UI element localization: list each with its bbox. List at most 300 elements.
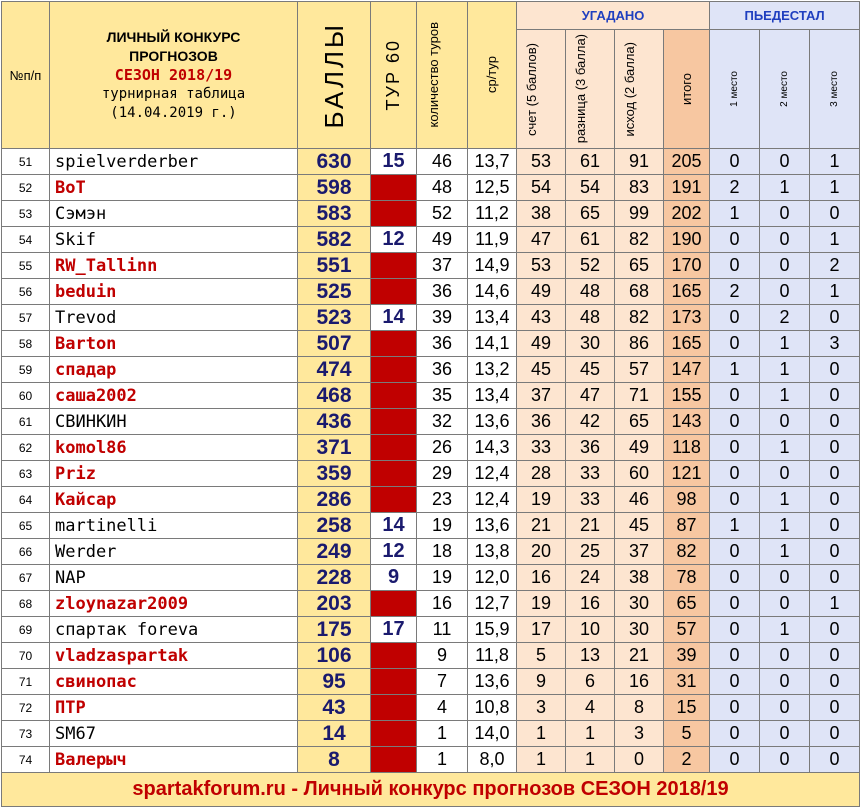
guessed-total-cell: 143	[664, 409, 710, 435]
second-place-cell: 0	[760, 695, 810, 721]
table-row	[2, 331, 860, 357]
guessed-total-cell: 118	[664, 435, 710, 461]
participant-name: beduin	[50, 279, 298, 305]
guessed-total-cell: 155	[664, 383, 710, 409]
row-number: 68	[2, 591, 50, 617]
avg-per-tour-cell: 13,2	[468, 357, 517, 383]
second-place-cell: 1	[760, 617, 810, 643]
outcome-cell: 99	[615, 201, 664, 227]
row-number: 53	[2, 201, 50, 227]
col-header-number: №п/п	[2, 2, 50, 149]
standings-table	[1, 1, 860, 807]
outcome-cell: 30	[615, 591, 664, 617]
participant-name: Валерыч	[50, 747, 298, 773]
participant-name: Priz	[50, 461, 298, 487]
round-score-cell: 14	[371, 305, 417, 331]
table-title	[50, 2, 298, 149]
goal-diff-cell: 16	[566, 591, 615, 617]
first-place-cell: 0	[710, 149, 760, 175]
points-cell: 203	[298, 591, 371, 617]
goal-diff-cell: 6	[566, 669, 615, 695]
exact-score-cell: 36	[517, 409, 566, 435]
avg-per-tour-cell: 12,0	[468, 565, 517, 591]
table-row	[2, 669, 860, 695]
exact-score-cell: 38	[517, 201, 566, 227]
participant-name: zloynazar2009	[50, 591, 298, 617]
tours-count-cell: 16	[417, 591, 468, 617]
row-number: 72	[2, 695, 50, 721]
round-score-cell: 12	[371, 227, 417, 253]
participant-name: vladzaspartak	[50, 643, 298, 669]
table-subtitle: турнирная таблица	[101, 85, 246, 102]
outcome-cell: 37	[615, 539, 664, 565]
participant-name: спартак foreva	[50, 617, 298, 643]
outcome-cell: 65	[615, 253, 664, 279]
third-place-cell: 0	[810, 565, 860, 591]
third-place-cell: 0	[810, 357, 860, 383]
participant-name: СВИНКИН	[50, 409, 298, 435]
guessed-total-cell: 191	[664, 175, 710, 201]
row-number: 57	[2, 305, 50, 331]
guessed-total-cell: 170	[664, 253, 710, 279]
points-cell: 598	[298, 175, 371, 201]
second-place-cell: 0	[760, 721, 810, 747]
col-header-round: ТУР 60	[371, 2, 417, 149]
round-score-cell	[371, 695, 417, 721]
participant-name: свинопас	[50, 669, 298, 695]
col-header-points: БАЛЛЫ	[298, 2, 371, 149]
outcome-cell: 8	[615, 695, 664, 721]
avg-per-tour-cell: 13,8	[468, 539, 517, 565]
first-place-cell: 0	[710, 331, 760, 357]
tours-count-cell: 52	[417, 201, 468, 227]
tours-count-cell: 36	[417, 357, 468, 383]
avg-per-tour-cell: 14,9	[468, 253, 517, 279]
third-place-cell: 3	[810, 331, 860, 357]
tours-count-cell: 35	[417, 383, 468, 409]
outcome-cell: 46	[615, 487, 664, 513]
third-place-cell: 0	[810, 409, 860, 435]
exact-score-cell: 21	[517, 513, 566, 539]
round-score-cell	[371, 643, 417, 669]
exact-score-cell: 53	[517, 253, 566, 279]
guessed-total-cell: 65	[664, 591, 710, 617]
first-place-cell: 0	[710, 435, 760, 461]
outcome-cell: 49	[615, 435, 664, 461]
guessed-total-cell: 57	[664, 617, 710, 643]
title-line-1: ЛИЧНЫЙ КОНКУРС	[106, 28, 241, 45]
exact-score-cell: 20	[517, 539, 566, 565]
second-place-cell: 1	[760, 175, 810, 201]
row-number: 56	[2, 279, 50, 305]
round-score-cell	[371, 435, 417, 461]
avg-per-tour-cell: 12,4	[468, 487, 517, 513]
avg-per-tour-cell: 8,0	[468, 747, 517, 773]
first-place-cell: 0	[710, 617, 760, 643]
row-number: 59	[2, 357, 50, 383]
third-place-cell: 0	[810, 513, 860, 539]
table-row	[2, 617, 860, 643]
first-place-cell: 0	[710, 461, 760, 487]
participant-name: спадар	[50, 357, 298, 383]
second-place-cell: 0	[760, 747, 810, 773]
round-score-cell	[371, 461, 417, 487]
points-cell: 371	[298, 435, 371, 461]
exact-score-cell: 19	[517, 591, 566, 617]
guessed-total-cell: 121	[664, 461, 710, 487]
avg-per-tour-cell: 13,4	[468, 305, 517, 331]
first-place-cell: 0	[710, 253, 760, 279]
goal-diff-cell: 33	[566, 461, 615, 487]
third-place-cell: 0	[810, 643, 860, 669]
exact-score-cell: 1	[517, 721, 566, 747]
third-place-cell: 1	[810, 175, 860, 201]
points-cell: 474	[298, 357, 371, 383]
goal-diff-cell: 52	[566, 253, 615, 279]
exact-score-cell: 54	[517, 175, 566, 201]
avg-per-tour-cell: 13,6	[468, 513, 517, 539]
points-cell: 507	[298, 331, 371, 357]
points-cell: 630	[298, 149, 371, 175]
guessed-total-cell: 2	[664, 747, 710, 773]
exact-score-cell: 47	[517, 227, 566, 253]
table-footer: spartakforum.ru - Личный конкурс прогнозов СЕЗОН 2018/19	[2, 773, 860, 807]
tours-count-cell: 37	[417, 253, 468, 279]
exact-score-cell: 33	[517, 435, 566, 461]
second-place-cell: 0	[760, 669, 810, 695]
col-header-diff: разница (3 балла)	[566, 30, 615, 149]
tours-count-cell: 36	[417, 331, 468, 357]
round-score-cell: 14	[371, 513, 417, 539]
participant-name: Trevod	[50, 305, 298, 331]
table-row	[2, 643, 860, 669]
points-cell: 14	[298, 721, 371, 747]
first-place-cell: 2	[710, 175, 760, 201]
third-place-cell: 0	[810, 721, 860, 747]
tours-count-cell: 1	[417, 747, 468, 773]
row-number: 71	[2, 669, 50, 695]
table-row	[2, 539, 860, 565]
participant-name: Сэмэн	[50, 201, 298, 227]
table-date: (14.04.2019 г.)	[110, 104, 237, 121]
avg-per-tour-cell: 14,6	[468, 279, 517, 305]
tours-count-cell: 1	[417, 721, 468, 747]
exact-score-cell: 17	[517, 617, 566, 643]
col-header-place3: 3 место	[810, 30, 860, 149]
table-row	[2, 357, 860, 383]
tours-count-cell: 36	[417, 279, 468, 305]
table-row	[2, 383, 860, 409]
avg-per-tour-cell: 10,8	[468, 695, 517, 721]
goal-diff-cell: 36	[566, 435, 615, 461]
participant-name: BoT	[50, 175, 298, 201]
row-number: 74	[2, 747, 50, 773]
points-cell: 8	[298, 747, 371, 773]
first-place-cell: 0	[710, 643, 760, 669]
round-score-cell	[371, 409, 417, 435]
tours-count-cell: 49	[417, 227, 468, 253]
tours-count-cell: 18	[417, 539, 468, 565]
participant-name: komol86	[50, 435, 298, 461]
third-place-cell: 0	[810, 669, 860, 695]
exact-score-cell: 49	[517, 279, 566, 305]
avg-per-tour-cell: 14,3	[468, 435, 517, 461]
round-score-cell	[371, 175, 417, 201]
group-header-guessed: УГАДАНО	[517, 2, 710, 30]
outcome-cell: 0	[615, 747, 664, 773]
first-place-cell: 1	[710, 357, 760, 383]
group-header-podium: ПЬЕДЕСТАЛ	[710, 2, 860, 30]
avg-per-tour-cell: 12,5	[468, 175, 517, 201]
outcome-cell: 3	[615, 721, 664, 747]
first-place-cell: 0	[710, 409, 760, 435]
row-number: 65	[2, 513, 50, 539]
guessed-total-cell: 147	[664, 357, 710, 383]
participant-name: SM67	[50, 721, 298, 747]
participant-name: Skif	[50, 227, 298, 253]
exact-score-cell: 28	[517, 461, 566, 487]
guessed-total-cell: 5	[664, 721, 710, 747]
round-score-cell	[371, 487, 417, 513]
exact-score-cell: 3	[517, 695, 566, 721]
points-cell: 583	[298, 201, 371, 227]
points-cell: 43	[298, 695, 371, 721]
first-place-cell: 0	[710, 383, 760, 409]
col-header-outcome: исход (2 балла)	[615, 30, 664, 149]
col-header-avg: ср/тур	[468, 2, 517, 149]
goal-diff-cell: 42	[566, 409, 615, 435]
third-place-cell: 1	[810, 227, 860, 253]
third-place-cell: 0	[810, 305, 860, 331]
guessed-total-cell: 173	[664, 305, 710, 331]
outcome-cell: 82	[615, 305, 664, 331]
goal-diff-cell: 25	[566, 539, 615, 565]
points-cell: 286	[298, 487, 371, 513]
first-place-cell: 1	[710, 513, 760, 539]
goal-diff-cell: 21	[566, 513, 615, 539]
second-place-cell: 1	[760, 487, 810, 513]
tours-count-cell: 7	[417, 669, 468, 695]
second-place-cell: 1	[760, 513, 810, 539]
goal-diff-cell: 1	[566, 721, 615, 747]
third-place-cell: 1	[810, 591, 860, 617]
points-cell: 468	[298, 383, 371, 409]
goal-diff-cell: 13	[566, 643, 615, 669]
participant-name: ПТР	[50, 695, 298, 721]
outcome-cell: 57	[615, 357, 664, 383]
points-cell: 523	[298, 305, 371, 331]
row-number: 58	[2, 331, 50, 357]
participant-name: саша2002	[50, 383, 298, 409]
goal-diff-cell: 1	[566, 747, 615, 773]
round-score-cell: 17	[371, 617, 417, 643]
row-number: 51	[2, 149, 50, 175]
row-number: 63	[2, 461, 50, 487]
third-place-cell: 1	[810, 279, 860, 305]
participant-name: spielverderber	[50, 149, 298, 175]
guessed-total-cell: 165	[664, 331, 710, 357]
table-body	[2, 149, 860, 773]
guessed-total-cell: 39	[664, 643, 710, 669]
round-score-cell: 15	[371, 149, 417, 175]
third-place-cell: 0	[810, 695, 860, 721]
table-row	[2, 149, 860, 175]
table-row	[2, 409, 860, 435]
third-place-cell: 0	[810, 435, 860, 461]
guessed-total-cell: 87	[664, 513, 710, 539]
goal-diff-cell: 61	[566, 149, 615, 175]
round-score-cell	[371, 721, 417, 747]
participant-name: Кайсар	[50, 487, 298, 513]
outcome-cell: 16	[615, 669, 664, 695]
goal-diff-cell: 54	[566, 175, 615, 201]
tours-count-cell: 23	[417, 487, 468, 513]
row-number: 66	[2, 539, 50, 565]
second-place-cell: 0	[760, 565, 810, 591]
col-header-tours: количество туров	[417, 2, 468, 149]
second-place-cell: 0	[760, 253, 810, 279]
points-cell: 582	[298, 227, 371, 253]
points-cell: 175	[298, 617, 371, 643]
exact-score-cell: 16	[517, 565, 566, 591]
season-label: СЕЗОН 2018/19	[114, 65, 233, 84]
second-place-cell: 0	[760, 461, 810, 487]
third-place-cell: 0	[810, 539, 860, 565]
outcome-cell: 38	[615, 565, 664, 591]
first-place-cell: 0	[710, 305, 760, 331]
title-line-2: ПРОГНОЗОВ	[129, 47, 218, 64]
avg-per-tour-cell: 13,7	[468, 149, 517, 175]
third-place-cell: 2	[810, 253, 860, 279]
row-number: 61	[2, 409, 50, 435]
guessed-total-cell: 78	[664, 565, 710, 591]
points-cell: 359	[298, 461, 371, 487]
second-place-cell: 0	[760, 591, 810, 617]
first-place-cell: 0	[710, 669, 760, 695]
first-place-cell: 0	[710, 487, 760, 513]
third-place-cell: 1	[810, 149, 860, 175]
outcome-cell: 45	[615, 513, 664, 539]
col-header-place1: 1 место	[710, 30, 760, 149]
outcome-cell: 91	[615, 149, 664, 175]
second-place-cell: 0	[760, 201, 810, 227]
tours-count-cell: 32	[417, 409, 468, 435]
exact-score-cell: 49	[517, 331, 566, 357]
second-place-cell: 1	[760, 435, 810, 461]
round-score-cell	[371, 201, 417, 227]
tours-count-cell: 26	[417, 435, 468, 461]
second-place-cell: 1	[760, 357, 810, 383]
tours-count-cell: 29	[417, 461, 468, 487]
row-number: 55	[2, 253, 50, 279]
goal-diff-cell: 24	[566, 565, 615, 591]
participant-name: Werder	[50, 539, 298, 565]
tours-count-cell: 4	[417, 695, 468, 721]
table-row	[2, 435, 860, 461]
tours-count-cell: 11	[417, 617, 468, 643]
outcome-cell: 82	[615, 227, 664, 253]
row-number: 67	[2, 565, 50, 591]
table-row	[2, 591, 860, 617]
second-place-cell: 0	[760, 643, 810, 669]
table-row	[2, 305, 860, 331]
points-cell: 525	[298, 279, 371, 305]
table-row	[2, 279, 860, 305]
points-cell: 551	[298, 253, 371, 279]
round-score-cell	[371, 253, 417, 279]
avg-per-tour-cell: 13,4	[468, 383, 517, 409]
participant-name: Barton	[50, 331, 298, 357]
goal-diff-cell: 10	[566, 617, 615, 643]
row-number: 64	[2, 487, 50, 513]
round-score-cell	[371, 279, 417, 305]
table-row	[2, 513, 860, 539]
col-header-place2: 2 место	[760, 30, 810, 149]
round-score-cell	[371, 331, 417, 357]
tours-count-cell: 19	[417, 565, 468, 591]
row-number: 52	[2, 175, 50, 201]
table-row	[2, 721, 860, 747]
tours-count-cell: 48	[417, 175, 468, 201]
guessed-total-cell: 190	[664, 227, 710, 253]
points-cell: 95	[298, 669, 371, 695]
round-score-cell	[371, 747, 417, 773]
second-place-cell: 0	[760, 227, 810, 253]
points-cell: 258	[298, 513, 371, 539]
table-row	[2, 695, 860, 721]
round-score-cell	[371, 669, 417, 695]
third-place-cell: 0	[810, 487, 860, 513]
table-row	[2, 747, 860, 773]
goal-diff-cell: 4	[566, 695, 615, 721]
exact-score-cell: 5	[517, 643, 566, 669]
row-number: 69	[2, 617, 50, 643]
table-header	[2, 2, 860, 149]
col-header-total: итого	[664, 30, 710, 149]
round-score-cell: 12	[371, 539, 417, 565]
row-number: 62	[2, 435, 50, 461]
outcome-cell: 68	[615, 279, 664, 305]
round-score-cell	[371, 383, 417, 409]
guessed-total-cell: 15	[664, 695, 710, 721]
first-place-cell: 1	[710, 201, 760, 227]
first-place-cell: 0	[710, 747, 760, 773]
exact-score-cell: 1	[517, 747, 566, 773]
first-place-cell: 0	[710, 721, 760, 747]
outcome-cell: 86	[615, 331, 664, 357]
round-score-cell	[371, 357, 417, 383]
row-number: 54	[2, 227, 50, 253]
first-place-cell: 0	[710, 565, 760, 591]
row-number: 70	[2, 643, 50, 669]
tours-count-cell: 46	[417, 149, 468, 175]
second-place-cell: 0	[760, 409, 810, 435]
outcome-cell: 71	[615, 383, 664, 409]
round-score-cell	[371, 591, 417, 617]
guessed-total-cell: 31	[664, 669, 710, 695]
exact-score-cell: 45	[517, 357, 566, 383]
second-place-cell: 1	[760, 383, 810, 409]
second-place-cell: 2	[760, 305, 810, 331]
third-place-cell: 0	[810, 617, 860, 643]
first-place-cell: 2	[710, 279, 760, 305]
points-cell: 228	[298, 565, 371, 591]
guessed-total-cell: 98	[664, 487, 710, 513]
table-row	[2, 201, 860, 227]
guessed-total-cell: 202	[664, 201, 710, 227]
avg-per-tour-cell: 13,6	[468, 669, 517, 695]
table-row	[2, 487, 860, 513]
